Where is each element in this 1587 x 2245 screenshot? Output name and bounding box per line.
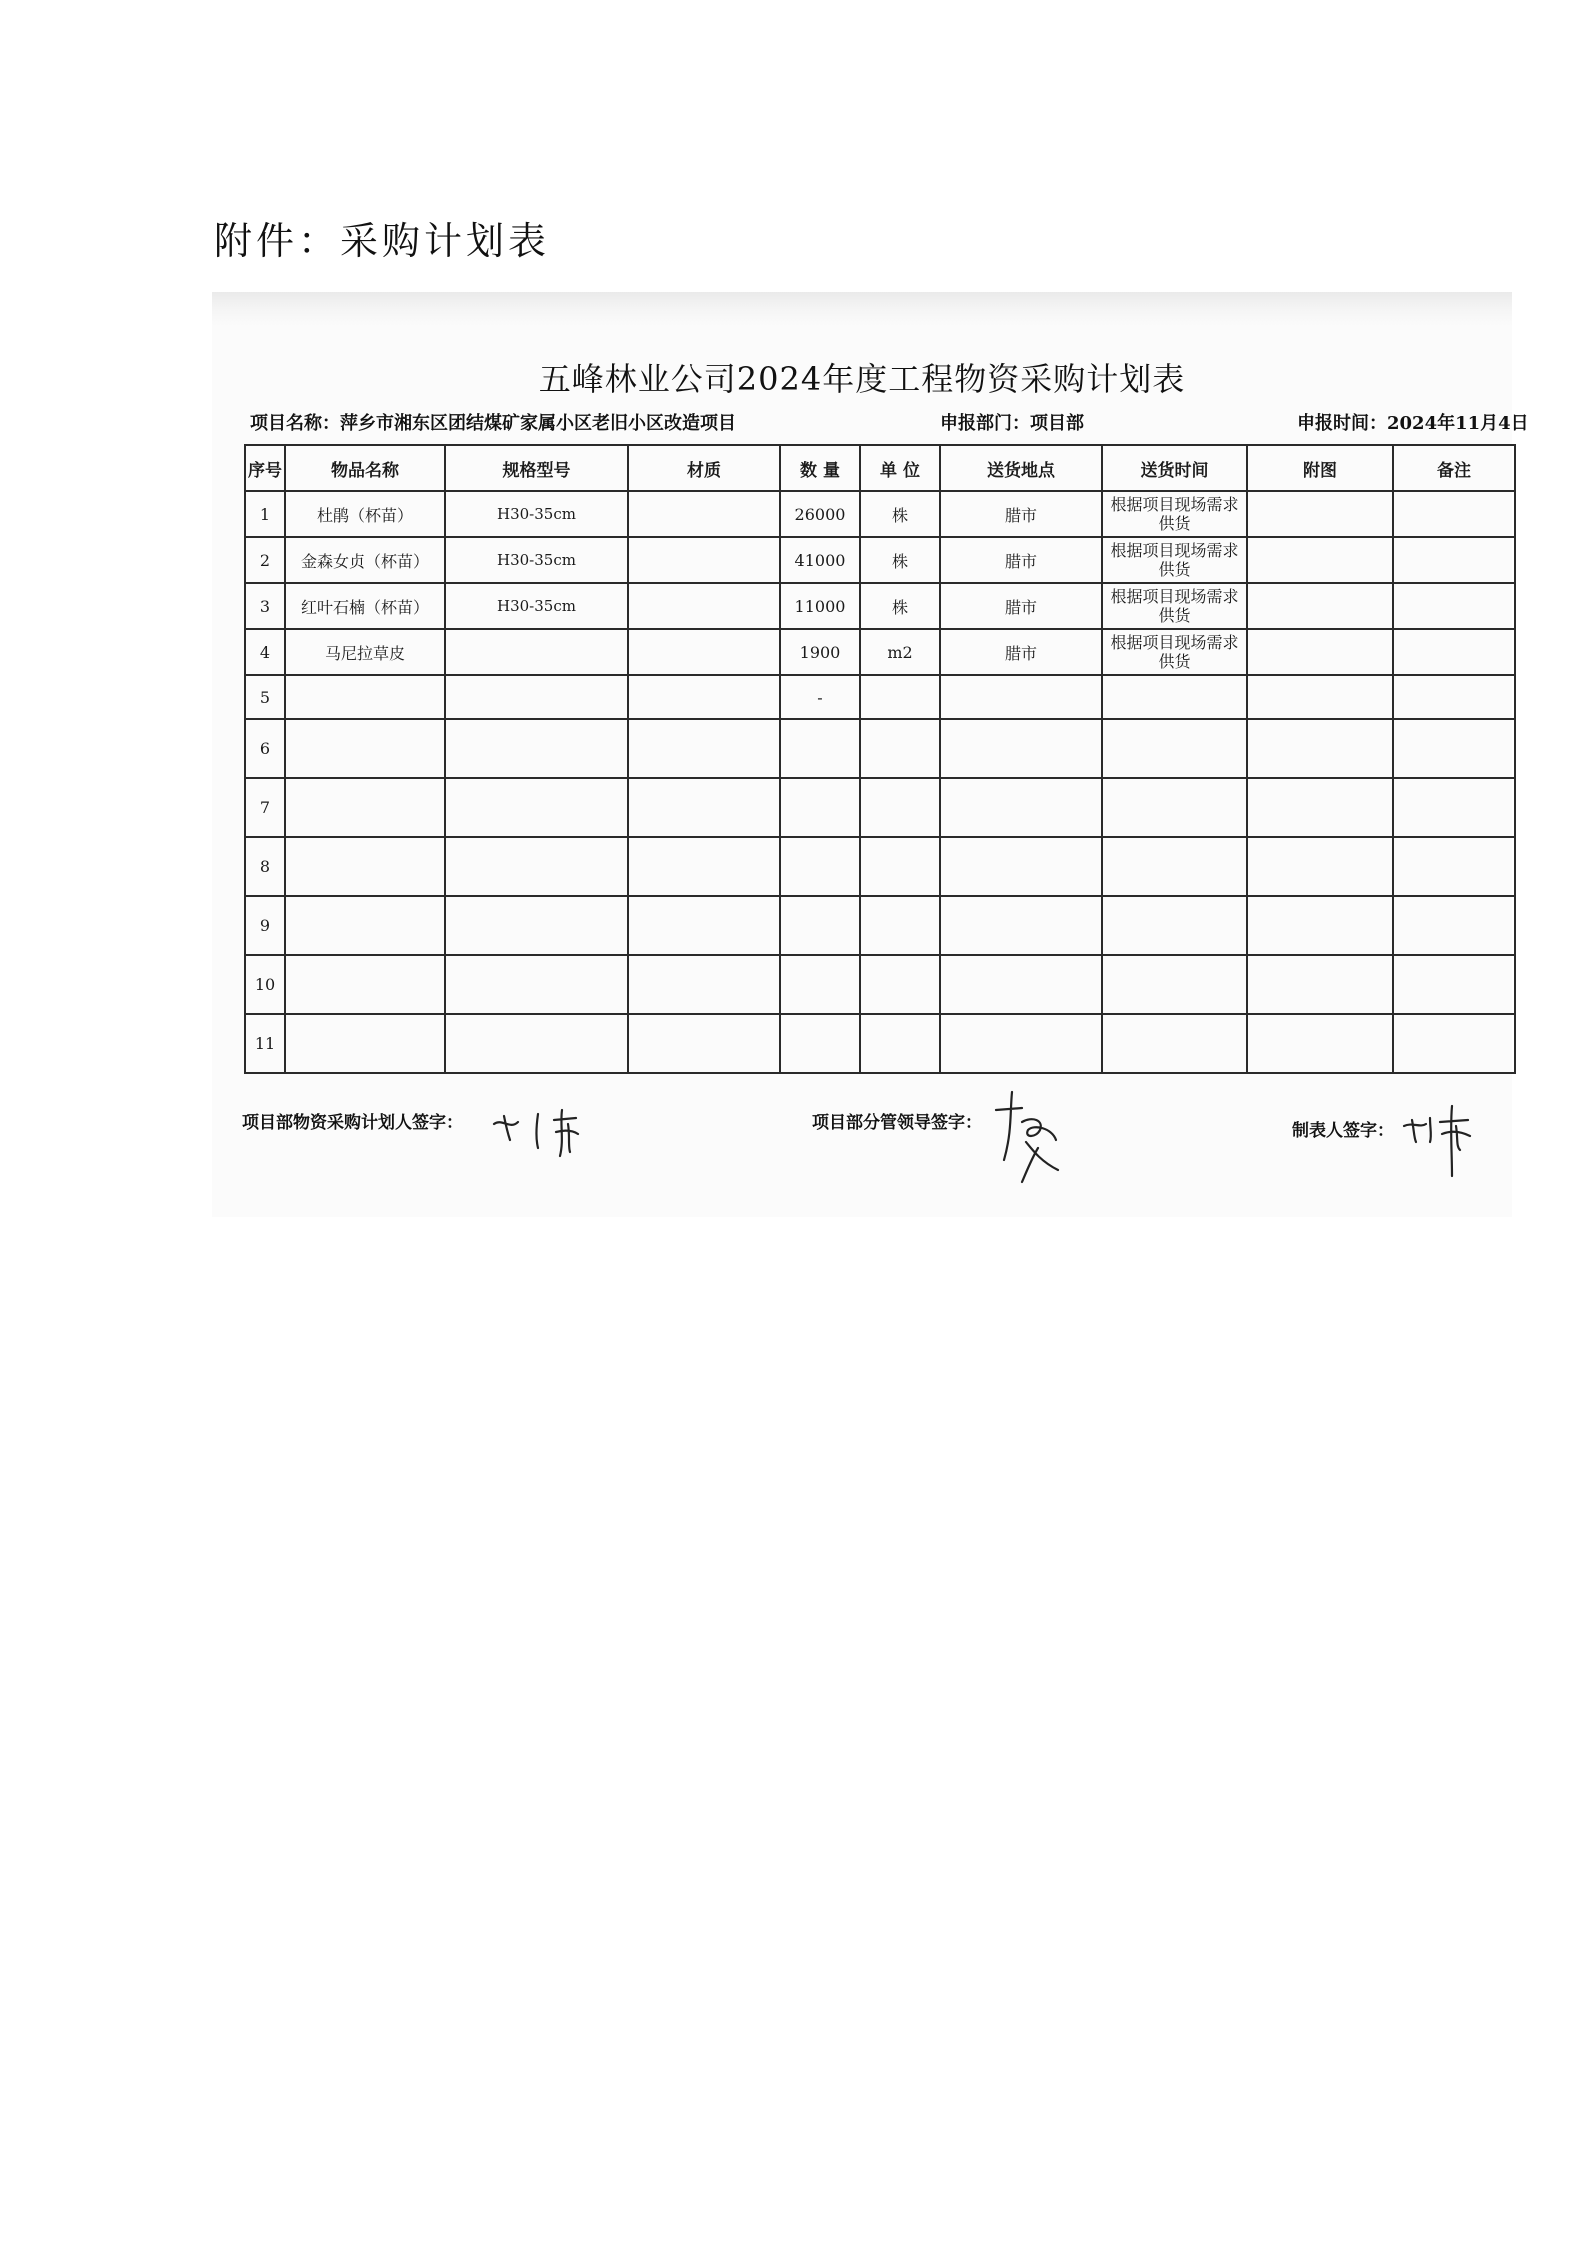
cell-figure (1247, 778, 1393, 837)
report-time: 申报时间：2024年11月4日 (1297, 413, 1529, 434)
cell-figure (1247, 837, 1393, 896)
procurement-table (244, 444, 1516, 1074)
cell-quantity: 11000 (780, 583, 860, 629)
cell-spec: H30-35cm (445, 537, 628, 583)
cell-no: 8 (245, 837, 285, 896)
header-material: 材质 (628, 445, 780, 491)
header-unit: 单 位 (860, 445, 940, 491)
cell-name (285, 719, 445, 778)
cell-delivery-place: 腊市 (940, 537, 1102, 583)
table-row (245, 896, 1515, 955)
cell-material (628, 955, 780, 1014)
cell-spec (445, 1014, 628, 1073)
cell-material (628, 537, 780, 583)
table-row (245, 719, 1515, 778)
cell-name (285, 675, 445, 719)
cell-unit (860, 837, 940, 896)
cell-figure (1247, 955, 1393, 1014)
table-row (245, 629, 1515, 675)
cell-name (285, 896, 445, 955)
cell-name (285, 778, 445, 837)
cell-name: 红叶石楠（杯苗） (285, 583, 445, 629)
cell-remark (1393, 675, 1515, 719)
cell-delivery-time: 根据项目现场需求供货 (1102, 629, 1247, 675)
cell-delivery-place: 腊市 (940, 491, 1102, 537)
table-row (245, 837, 1515, 896)
cell-quantity (780, 1014, 860, 1073)
cell-remark (1393, 491, 1515, 537)
cell-remark (1393, 955, 1515, 1014)
leader-signature (982, 1082, 1082, 1192)
cell-unit (860, 896, 940, 955)
cell-unit (860, 778, 940, 837)
cell-spec: H30-35cm (445, 491, 628, 537)
cell-quantity: 1900 (780, 629, 860, 675)
cell-delivery-time: 根据项目现场需求供货 (1102, 537, 1247, 583)
cell-quantity: 26000 (780, 491, 860, 537)
cell-delivery-place (940, 719, 1102, 778)
cell-material (628, 583, 780, 629)
table-row (245, 491, 1515, 537)
planner-signature-label: 项目部物资采购计划人签字： (242, 1113, 463, 1133)
cell-material (628, 675, 780, 719)
cell-material (628, 837, 780, 896)
maker-signature-label: 制表人签字： (1292, 1121, 1394, 1141)
cell-unit (860, 955, 940, 1014)
header-quantity: 数 量 (780, 445, 860, 491)
cell-delivery-time (1102, 837, 1247, 896)
cell-material (628, 778, 780, 837)
cell-delivery-time (1102, 719, 1247, 778)
cell-delivery-time (1102, 778, 1247, 837)
cell-delivery-place (940, 837, 1102, 896)
header-figure: 附图 (1247, 445, 1393, 491)
cell-delivery-place (940, 955, 1102, 1014)
cell-quantity (780, 955, 860, 1014)
cell-spec (445, 629, 628, 675)
cell-no: 5 (245, 675, 285, 719)
cell-unit: 株 (860, 583, 940, 629)
report-department: 申报部门：项目部 (940, 413, 1084, 434)
cell-remark (1393, 583, 1515, 629)
cell-delivery-time: 根据项目现场需求供货 (1102, 583, 1247, 629)
cell-remark (1393, 896, 1515, 955)
attachment-title: 附件：采购计划表 (214, 219, 551, 263)
cell-no: 7 (245, 778, 285, 837)
cell-figure (1247, 675, 1393, 719)
planner-signature (490, 1100, 610, 1160)
cell-name (285, 955, 445, 1014)
cell-figure (1247, 583, 1393, 629)
table-row (245, 675, 1515, 719)
cell-delivery-place (940, 675, 1102, 719)
cell-unit (860, 719, 940, 778)
cell-quantity (780, 719, 860, 778)
cell-remark (1393, 629, 1515, 675)
cell-figure (1247, 629, 1393, 675)
header-no: 序号 (245, 445, 285, 491)
header-delivery-place: 送货地点 (940, 445, 1102, 491)
cell-delivery-place (940, 778, 1102, 837)
cell-figure (1247, 719, 1393, 778)
table-row (245, 955, 1515, 1014)
header-name: 物品名称 (285, 445, 445, 491)
cell-material (628, 1014, 780, 1073)
cell-spec (445, 778, 628, 837)
cell-delivery-place (940, 1014, 1102, 1073)
header-remark: 备注 (1393, 445, 1515, 491)
cell-spec (445, 719, 628, 778)
cell-material (628, 719, 780, 778)
cell-unit (860, 1014, 940, 1073)
cell-no: 3 (245, 583, 285, 629)
cell-unit (860, 675, 940, 719)
cell-figure (1247, 537, 1393, 583)
cell-name (285, 1014, 445, 1073)
header-spec: 规格型号 (445, 445, 628, 491)
header-delivery-time: 送货时间 (1102, 445, 1247, 491)
cell-delivery-time (1102, 896, 1247, 955)
cell-remark (1393, 719, 1515, 778)
cell-remark (1393, 837, 1515, 896)
cell-no: 1 (245, 491, 285, 537)
scanned-document (212, 292, 1529, 1217)
cell-no: 9 (245, 896, 285, 955)
cell-delivery-place (940, 896, 1102, 955)
cell-material (628, 896, 780, 955)
cell-delivery-place: 腊市 (940, 629, 1102, 675)
cell-name: 杜鹃（杯苗） (285, 491, 445, 537)
cell-delivery-time (1102, 675, 1247, 719)
cell-figure (1247, 491, 1393, 537)
cell-unit: 株 (860, 491, 940, 537)
cell-remark (1393, 1014, 1515, 1073)
cell-remark (1393, 537, 1515, 583)
project-name: 项目名称：萍乡市湘东区团结煤矿家属小区老旧小区改造项目 (250, 413, 736, 434)
table-row (245, 1014, 1515, 1073)
cell-quantity: - (780, 675, 860, 719)
cell-no: 4 (245, 629, 285, 675)
cell-unit: 株 (860, 537, 940, 583)
cell-material (628, 491, 780, 537)
cell-no: 10 (245, 955, 285, 1014)
cell-remark (1393, 778, 1515, 837)
table-row (245, 537, 1515, 583)
cell-unit: m2 (860, 629, 940, 675)
cell-quantity (780, 778, 860, 837)
table-row (245, 778, 1515, 837)
cell-no: 6 (245, 719, 285, 778)
cell-no: 2 (245, 537, 285, 583)
table-row (245, 583, 1515, 629)
cell-spec (445, 896, 628, 955)
table-header-row (245, 445, 1515, 491)
cell-quantity (780, 837, 860, 896)
cell-quantity (780, 896, 860, 955)
scan-edge-shading (212, 292, 1512, 326)
maker-signature (1400, 1100, 1490, 1180)
cell-spec: H30-35cm (445, 583, 628, 629)
document-title: 五峰林业公司2024年度工程物资采购计划表 (538, 360, 1186, 398)
cell-no: 11 (245, 1014, 285, 1073)
cell-figure (1247, 896, 1393, 955)
cell-name: 金森女贞（杯苗） (285, 537, 445, 583)
cell-spec (445, 675, 628, 719)
cell-delivery-time (1102, 955, 1247, 1014)
cell-figure (1247, 1014, 1393, 1073)
cell-quantity: 41000 (780, 537, 860, 583)
cell-name: 马尼拉草皮 (285, 629, 445, 675)
cell-delivery-place: 腊市 (940, 583, 1102, 629)
cell-name (285, 837, 445, 896)
cell-spec (445, 837, 628, 896)
cell-delivery-time (1102, 1014, 1247, 1073)
cell-delivery-time: 根据项目现场需求供货 (1102, 491, 1247, 537)
cell-material (628, 629, 780, 675)
cell-spec (445, 955, 628, 1014)
leader-signature-label: 项目部分管领导签字： (812, 1113, 982, 1133)
